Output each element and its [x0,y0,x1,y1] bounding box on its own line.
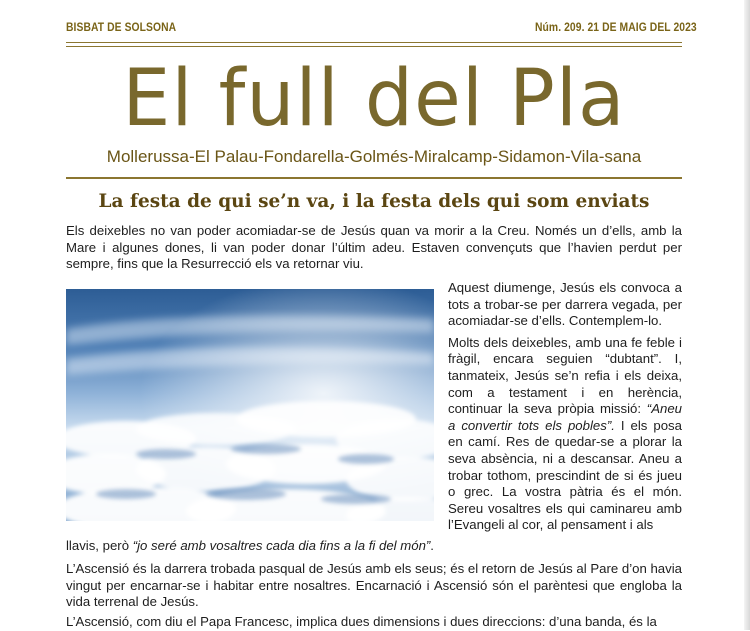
diocese-label: BISBAT DE SOLSONA [66,20,177,34]
column-paragraph-2-quote: “Aneu a convertir tots els pobles”. [448,401,682,433]
header-rule-bottom [66,46,682,47]
parishes-list: Mollerussa-El Palau-Fondarella-Golmés-Miralcamp-Sidamon-Vila-sana [106,147,642,166]
tail-start: llavis, però [66,538,133,553]
column-paragraph-1: Aquest diumenge, Jesús els convoca a tots a trobar-se per darrera vegada, per acomiadar-se d’ells. Contemplem-lo. [448,280,682,329]
sky-clouds-photo [66,289,434,521]
issue-date: Núm. 209. 21 DE MAIG DEL 2023 [535,20,697,34]
tail-quote: “jo seré amb vosaltres cada dia fins a la fi del món” [132,538,431,553]
tail-end: . [430,538,434,553]
column-paragraph-2-continuation [66,538,682,555]
article-title: La festa de qui se’n va, i la festa dels qui som enviats [98,191,650,212]
column-paragraph-2 [448,335,682,534]
column-paragraph-2-start: Molts dels deixebles, amb una fe feble i fràgil, encara seguien “dubtant”. I, tanmateix, Jesús se’n refia i els deixa, com a testament i en herència, continuar la seva pròpia missió: [448,334,682,417]
article-paragraph-3: L’Ascensió és la darrera trobada pasqual de Jesús amb els seus; és el retorn de Jesús al Pare d’on havia vingut per encarnar-se i habitar entre nosaltres. Encarnació i Ascensió són el parèntesi que engloba la vida terrenal de Jesús. [66,561,682,610]
page-edge-shadow [744,0,750,630]
article-column-text [448,280,682,534]
article-paragraph-1: Els deixebles no van poder acomiadar-se de Jesús quan va morir a la Creu. Només un d’ells, amb la Mare i algunes dones, li van poder donar l’últim adeu. Estaven convençuts que l’havien perdut per sempre, fins que la Resurrecció els va retornar viu. [66,223,682,272]
column-paragraph-2-end: I els posa en camí. Res de quedar-se a plorar la seva absència, ni a descansar. Aneu a trobar tothom, prescindint de si és jueu o grec. La vostra pàtria és el món. Sereu vosaltres els qui caminareu amb l’Evangeli al cor, al pensament i als [448,417,682,533]
masthead-title-text: El full del Pla [122,54,626,144]
header-rule-top [66,42,682,43]
masthead-title [66,54,682,144]
article-paragraph-4: L’Ascensió, com diu el Papa Francesc, implica dues dimensions i dues direccions: d’una banda, és la [66,614,657,629]
masthead-rule [66,177,682,179]
